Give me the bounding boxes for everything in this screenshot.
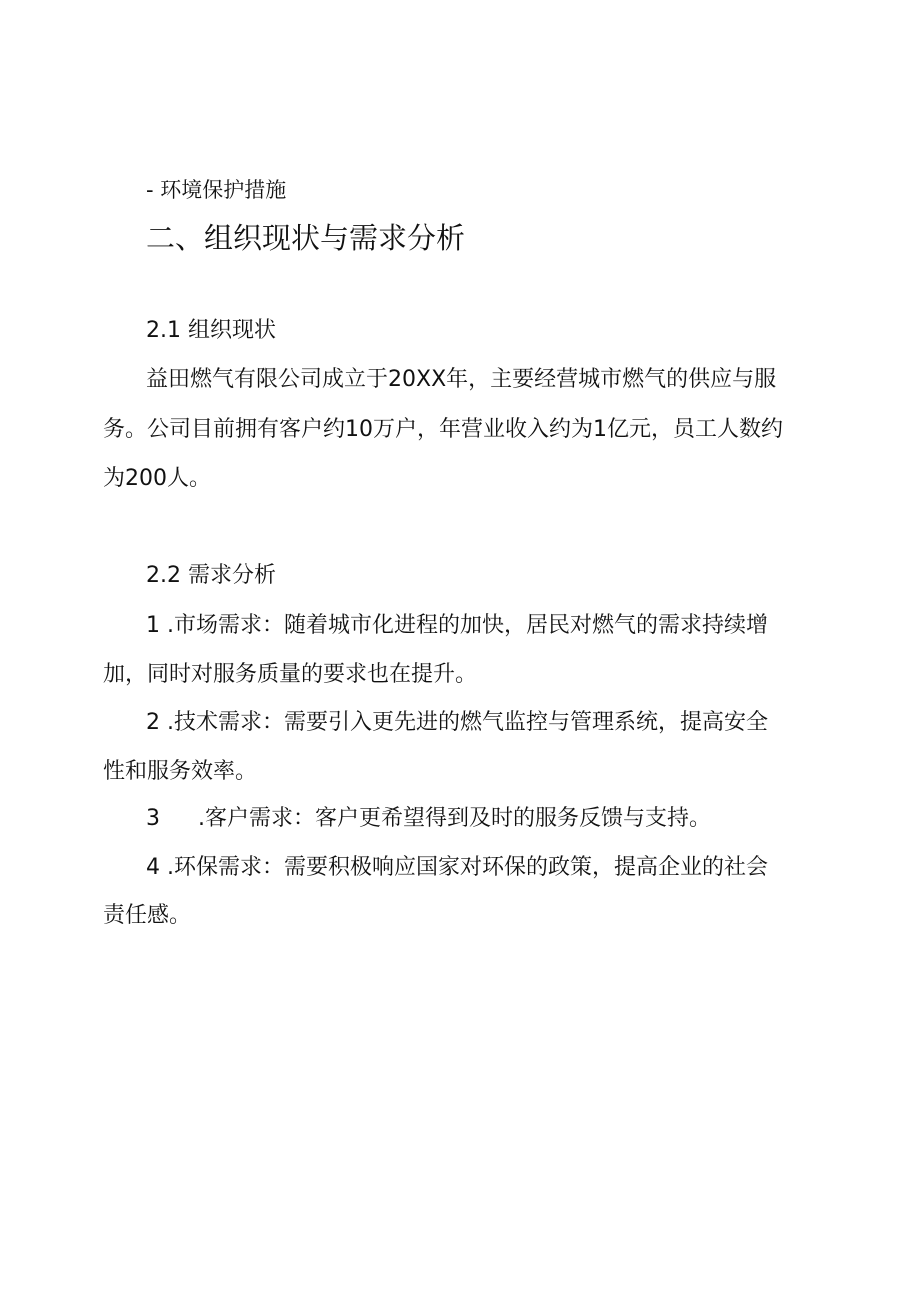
paragraph-line: 益田燃气有限公司成立于20XX年，主要经营城市燃气的供应与服: [146, 367, 777, 392]
subsection-heading-2-2: 2.2 需求分析: [146, 563, 276, 588]
list-item-text: .环保需求：需要积极响应国家对环保的政策，提高企业的社会: [167, 855, 768, 880]
subsection-heading-2-1: 2.1 组织现状: [146, 318, 276, 343]
list-item-4: [146, 853, 768, 883]
list-item-text: .客户需求：客户更希望得到及时的服务反馈与支持。: [198, 806, 711, 831]
list-item-number: 3: [146, 806, 160, 831]
paragraph-line: 为200人。: [103, 466, 211, 491]
bullet-item: - 环境保护措施: [146, 178, 287, 202]
list-item-number: 4: [146, 855, 160, 880]
list-item-text: .技术需求：需要引入更先进的燃气监控与管理系统，提高安全: [167, 710, 768, 735]
list-item-number: 1: [146, 613, 160, 638]
list-item-1: [146, 611, 768, 641]
list-item-number: 2: [146, 710, 160, 735]
list-item-3: [146, 804, 711, 834]
paragraph-line: 务。公司目前拥有客户约10万户，年营业收入约为1亿元，员工人数约: [103, 417, 783, 442]
section-title: 二、组织现状与需求分析: [146, 221, 466, 255]
list-item-4-cont: 责任感。: [103, 903, 192, 928]
list-item-text: .市场需求：随着城市化进程的加快，居民对燃气的需求持续增: [167, 613, 768, 638]
list-item-2: [146, 708, 768, 738]
list-item-2-cont: 性和服务效率。: [103, 759, 258, 784]
list-item-1-cont: 加，同时对服务质量的要求也在提升。: [103, 662, 478, 687]
